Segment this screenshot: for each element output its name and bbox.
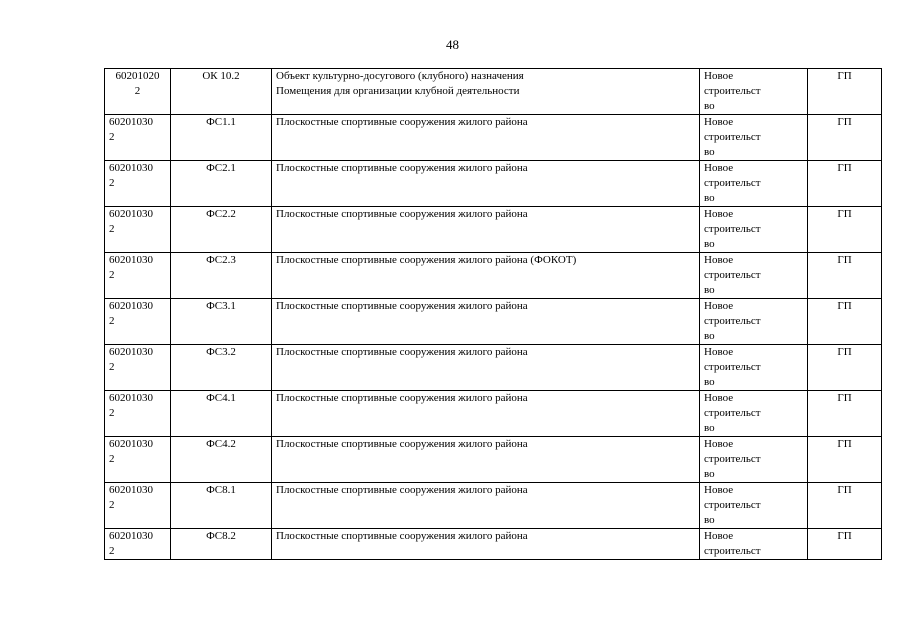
status-line: Новое	[704, 346, 734, 358]
level-text: ГП	[837, 70, 852, 82]
status-text	[704, 161, 803, 206]
level-text: ГП	[837, 438, 852, 450]
status-line: строительст	[704, 499, 761, 511]
level-text: ГП	[837, 392, 852, 404]
cell-code	[105, 483, 171, 529]
cell-code-text	[109, 161, 166, 191]
object-id: ФС1.1	[206, 116, 236, 128]
cell-level	[808, 437, 882, 483]
cell-code	[105, 161, 171, 207]
table-row	[105, 115, 882, 161]
cell-status	[700, 483, 808, 529]
code-line: 2	[109, 407, 115, 419]
cell-code-text	[109, 299, 166, 329]
cell-level	[808, 529, 882, 560]
cell-level	[808, 483, 882, 529]
object-name	[276, 161, 695, 176]
status-text	[704, 253, 803, 298]
cell-object-id	[171, 69, 272, 115]
status-line: во	[704, 238, 715, 250]
status-text	[704, 207, 803, 252]
code-line: 60201030	[109, 162, 153, 174]
level-text: ГП	[837, 116, 852, 128]
code-line: 60201030	[109, 208, 153, 220]
status-line: строительст	[704, 269, 761, 281]
cell-object-id	[171, 299, 272, 345]
code-line: 2	[109, 269, 115, 281]
code-line: 60201030	[109, 346, 153, 358]
object-id: ФС2.2	[206, 208, 236, 220]
cell-object-id	[171, 391, 272, 437]
status-text	[704, 69, 803, 114]
cell-level	[808, 207, 882, 253]
level-text: ГП	[837, 530, 852, 542]
status-line: Новое	[704, 254, 734, 266]
cell-code	[105, 69, 171, 115]
name-line: Плоскостные спортивные сооружения жилого района	[276, 392, 528, 404]
table-row	[105, 391, 882, 437]
table-row	[105, 161, 882, 207]
cell-object-id	[171, 437, 272, 483]
status-line: строительст	[704, 407, 761, 419]
object-name	[276, 115, 695, 130]
level-text: ГП	[837, 300, 852, 312]
status-text	[704, 115, 803, 160]
object-id: ОК 10.2	[202, 70, 240, 82]
name-line: Плоскостные спортивные сооружения жилого района	[276, 300, 528, 312]
cell-status	[700, 207, 808, 253]
status-line: Новое	[704, 208, 734, 220]
table-row	[105, 299, 882, 345]
status-line: Новое	[704, 438, 734, 450]
status-line: во	[704, 514, 715, 526]
table-row	[105, 345, 882, 391]
status-line: строительст	[704, 453, 761, 465]
cell-status	[700, 161, 808, 207]
status-text	[704, 529, 803, 559]
object-id: ФС8.1	[206, 484, 236, 496]
object-name	[276, 529, 695, 544]
status-line: во	[704, 146, 715, 158]
cell-object-id	[171, 253, 272, 299]
status-line: строительст	[704, 545, 761, 557]
status-line: Новое	[704, 392, 734, 404]
cell-code	[105, 115, 171, 161]
object-id: ФС3.1	[206, 300, 236, 312]
cell-level	[808, 253, 882, 299]
code-line: 2	[134, 85, 141, 97]
status-line: Новое	[704, 484, 734, 496]
status-line: во	[704, 330, 715, 342]
status-line: строительст	[704, 223, 761, 235]
name-line: Плоскостные спортивные сооружения жилого района (ФОКОТ)	[276, 254, 577, 266]
cell-code	[105, 529, 171, 560]
cell-level	[808, 115, 882, 161]
status-line: строительст	[704, 85, 761, 97]
object-name	[276, 345, 695, 360]
object-name	[276, 437, 695, 452]
level-text: ГП	[837, 208, 852, 220]
cell-object-id	[171, 161, 272, 207]
table-row	[105, 253, 882, 299]
cell-object-id	[171, 207, 272, 253]
code-line: 2	[109, 453, 115, 465]
status-line: строительст	[704, 361, 761, 373]
cell-level	[808, 161, 882, 207]
cell-status	[700, 391, 808, 437]
name-line: Плоскостные спортивные сооружения жилого района	[276, 346, 528, 358]
cell-code-text	[109, 437, 166, 467]
cell-code	[105, 437, 171, 483]
object-name	[276, 483, 695, 498]
code-line: 2	[109, 499, 115, 511]
status-line: строительст	[704, 315, 761, 327]
level-text: ГП	[837, 162, 852, 174]
cell-code	[105, 391, 171, 437]
code-line: 2	[109, 131, 115, 143]
name-line: Объект культурно-досугового (клубного) назначения	[276, 70, 524, 82]
object-id: ФС2.1	[206, 162, 236, 174]
cell-level	[808, 345, 882, 391]
objects-table	[104, 68, 882, 560]
code-line: 60201030	[109, 392, 153, 404]
cell-object-id	[171, 529, 272, 560]
cell-object-name	[272, 299, 700, 345]
name-line: Плоскостные спортивные сооружения жилого района	[276, 484, 528, 496]
cell-object-name	[272, 437, 700, 483]
code-line: 2	[109, 177, 115, 189]
status-line: Новое	[704, 300, 734, 312]
cell-object-name	[272, 253, 700, 299]
table-row	[105, 529, 882, 560]
code-line: 60201030	[109, 116, 153, 128]
cell-object-name	[272, 483, 700, 529]
object-name	[276, 299, 695, 314]
status-line: строительст	[704, 177, 761, 189]
table-row	[105, 207, 882, 253]
cell-status	[700, 299, 808, 345]
table-body	[105, 69, 882, 560]
cell-level	[808, 299, 882, 345]
code-line: 60201030	[109, 254, 153, 266]
cell-status	[700, 69, 808, 115]
code-line: 60201030	[109, 484, 153, 496]
name-line: Плоскостные спортивные сооружения жилого района	[276, 162, 528, 174]
cell-status	[700, 253, 808, 299]
status-line: Новое	[704, 530, 734, 542]
cell-status	[700, 529, 808, 560]
cell-object-name	[272, 115, 700, 161]
table-row	[105, 437, 882, 483]
table-row	[105, 69, 882, 115]
cell-object-id	[171, 115, 272, 161]
level-text: ГП	[837, 254, 852, 266]
cell-status	[700, 345, 808, 391]
code-line: 2	[109, 361, 115, 373]
status-text	[704, 483, 803, 528]
name-line: Помещения для организации клубной деятельности	[276, 85, 520, 97]
cell-code	[105, 345, 171, 391]
object-id: ФС4.2	[206, 438, 236, 450]
status-line: во	[704, 422, 715, 434]
status-line: во	[704, 100, 715, 112]
code-line: 2	[109, 223, 115, 235]
status-line: во	[704, 376, 715, 388]
status-text	[704, 345, 803, 390]
cell-status	[700, 115, 808, 161]
object-id: ФС2.3	[206, 254, 236, 266]
cell-object-id	[171, 483, 272, 529]
cell-code-text	[109, 207, 166, 237]
object-id: ФС8.2	[206, 530, 236, 542]
cell-object-name	[272, 69, 700, 115]
cell-code-text	[109, 253, 166, 283]
cell-code	[105, 207, 171, 253]
cell-code-text	[109, 69, 166, 99]
cell-code-text	[109, 529, 166, 559]
cell-code-text	[109, 391, 166, 421]
status-line: во	[704, 192, 715, 204]
status-line: Новое	[704, 116, 734, 128]
code-line: 2	[109, 315, 115, 327]
cell-object-name	[272, 207, 700, 253]
status-text	[704, 437, 803, 482]
cell-object-name	[272, 529, 700, 560]
code-line: 60201030	[109, 438, 153, 450]
object-name	[276, 207, 695, 222]
cell-code-text	[109, 345, 166, 375]
object-id: ФС4.1	[206, 392, 236, 404]
code-line: 2	[109, 545, 115, 557]
cell-object-name	[272, 161, 700, 207]
cell-level	[808, 69, 882, 115]
level-text: ГП	[837, 346, 852, 358]
object-id: ФС3.2	[206, 346, 236, 358]
cell-object-id	[171, 345, 272, 391]
cell-code	[105, 299, 171, 345]
cell-code	[105, 253, 171, 299]
cell-level	[808, 391, 882, 437]
name-line: Плоскостные спортивные сооружения жилого района	[276, 208, 528, 220]
code-line: 60201020	[115, 70, 160, 82]
status-line: во	[704, 284, 715, 296]
object-name	[276, 69, 695, 99]
name-line: Плоскостные спортивные сооружения жилого района	[276, 438, 528, 450]
name-line: Плоскостные спортивные сооружения жилого района	[276, 116, 528, 128]
cell-code-text	[109, 115, 166, 145]
cell-status	[700, 437, 808, 483]
status-line: Новое	[704, 162, 734, 174]
status-line: во	[704, 468, 715, 480]
status-text	[704, 391, 803, 436]
level-text: ГП	[837, 484, 852, 496]
cell-object-name	[272, 391, 700, 437]
table-row	[105, 483, 882, 529]
name-line: Плоскостные спортивные сооружения жилого района	[276, 530, 528, 542]
status-line: строительст	[704, 131, 761, 143]
page-number: 48	[446, 37, 459, 52]
status-line: Новое	[704, 70, 734, 82]
code-line: 60201030	[109, 530, 153, 542]
cell-object-name	[272, 345, 700, 391]
object-name	[276, 391, 695, 406]
cell-code-text	[109, 483, 166, 513]
status-text	[704, 299, 803, 344]
object-name	[276, 253, 695, 268]
code-line: 60201030	[109, 300, 153, 312]
